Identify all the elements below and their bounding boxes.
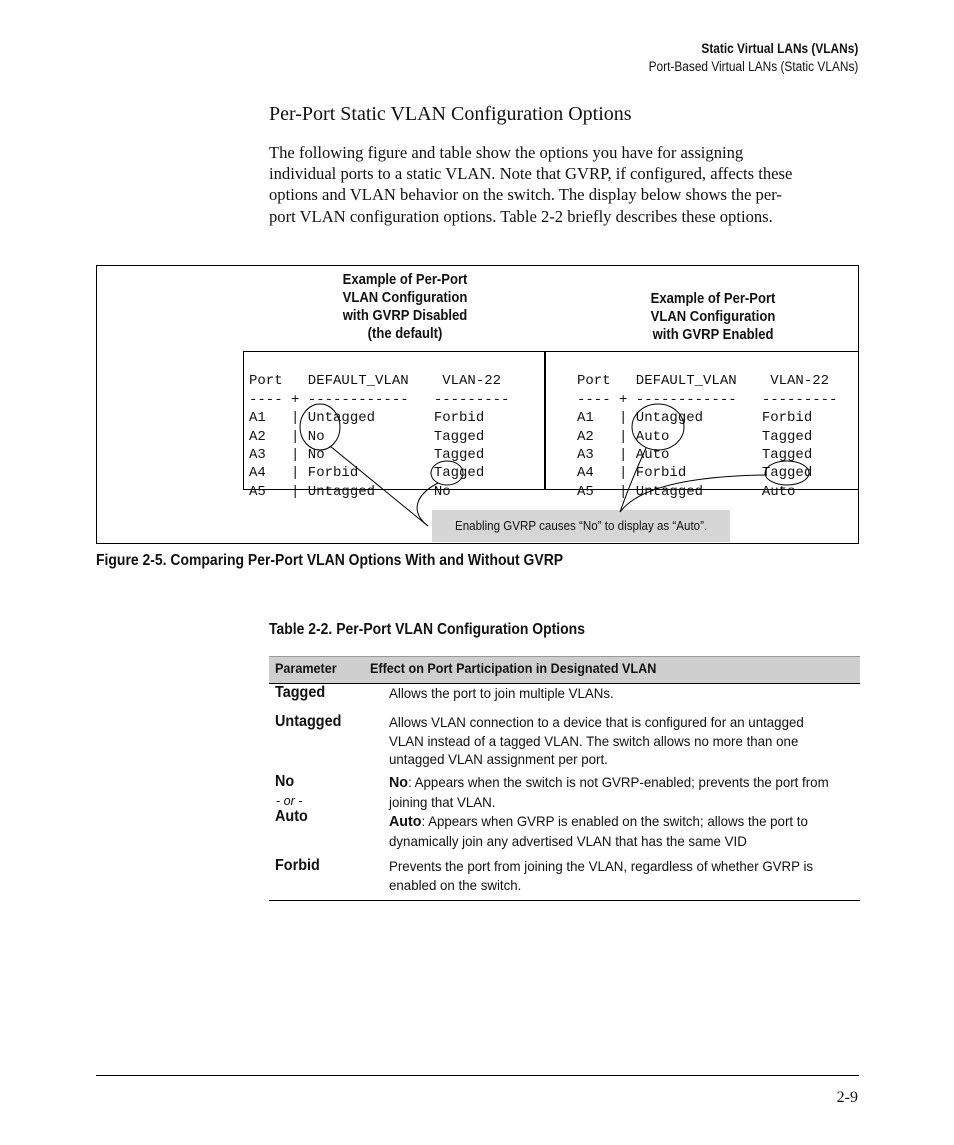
table-title: Table 2-2. Per-Port VLAN Configuration Options <box>269 621 585 638</box>
desc-term-auto: Auto <box>389 813 422 830</box>
param-or: - or - <box>276 794 303 808</box>
caption-line: Example of Per-Port <box>650 291 776 307</box>
desc-text: : Appears when the switch is not GVRP-enabled; prevents the port from <box>408 774 829 790</box>
terminal-line: A4 | Forbid Tagged <box>577 465 813 482</box>
intro-line: port VLAN configuration options. Table 2-2 briefly describes these options. <box>269 206 773 226</box>
desc-line: VLAN instead of a tagged VLAN. The switch allows no more than one <box>389 732 799 749</box>
terminal-text <box>249 354 509 501</box>
figure-left-caption <box>324 271 486 343</box>
param-tagged: Tagged <box>275 684 326 701</box>
desc-line: Allows the port to join multiple VLANs. <box>389 685 614 701</box>
running-header-chapter: Static Virtual LANs (VLANs) <box>701 41 858 56</box>
param-forbid: Forbid <box>275 857 320 874</box>
intro-line: individual ports to a static VLAN. Note that GVRP, if configured, affects these <box>269 164 793 184</box>
running-header-section: Port-Based Virtual LANs (Static VLANs) <box>648 59 858 74</box>
desc-line: dynamically join any advertised VLAN that has the same VID <box>389 832 747 849</box>
terminal-line: Port DEFAULT_VLAN VLAN-22 <box>577 373 830 390</box>
caption-line: Example of Per-Port <box>342 272 468 288</box>
caption-line: (the default) <box>367 326 443 342</box>
section-title: Per-Port Static VLAN Configuration Options <box>269 103 632 125</box>
param-untagged: Untagged <box>275 713 342 730</box>
terminal-line: A2 | No Tagged <box>249 428 485 445</box>
column-header-effect: Effect on Port Participation in Designated VLAN <box>370 660 657 676</box>
table-bottom-rule <box>269 900 860 901</box>
terminal-line: A1 | Untagged Forbid <box>577 410 813 427</box>
desc-line: enabled on the switch. <box>389 876 522 893</box>
terminal-line: A5 | Untagged Auto <box>577 483 796 500</box>
caption-line: with GVRP Disabled <box>342 308 468 324</box>
callout-text: Enabling GVRP causes “No” to display as “Auto”. <box>454 519 708 533</box>
terminal-line: ---- + ------------ --------- <box>577 391 838 408</box>
terminal-line: ---- + ------------ --------- <box>249 391 510 408</box>
terminal-line: Port DEFAULT_VLAN VLAN-22 <box>249 373 502 390</box>
column-header-parameter: Parameter <box>275 660 337 676</box>
terminal-line: A3 | No Tagged <box>249 447 485 464</box>
param-no: No <box>275 773 295 790</box>
caption-line: VLAN Configuration <box>342 290 468 306</box>
terminal-line: A3 | Auto Tagged <box>577 447 813 464</box>
desc-text: : Appears when GVRP is enabled on the switch; allows the port to <box>421 813 808 829</box>
desc-line: joining that VLAN. <box>389 793 496 810</box>
desc-line: untagged VLAN assignment per port. <box>389 751 608 767</box>
gvrp-callout <box>432 510 730 542</box>
terminal-text <box>577 354 837 501</box>
desc-line: Prevents the port from joining the VLAN, regardless of whether GVRP is <box>389 858 814 874</box>
intro-line: options and VLAN behavior on the switch. The display below shows the per- <box>269 185 782 205</box>
terminal-line: A2 | Auto Tagged <box>577 428 813 445</box>
terminal-line: A1 | Untagged Forbid <box>249 410 485 427</box>
intro-line: The following figure and table show the options you have for assigning <box>269 143 744 162</box>
terminal-line: A4 | Forbid Tagged <box>249 465 485 482</box>
intro-paragraph <box>269 142 861 227</box>
desc-line <box>389 812 836 832</box>
terminal-line: A5 | Untagged No <box>249 483 451 500</box>
desc-tagged <box>389 684 859 703</box>
param-auto: Auto <box>275 808 308 825</box>
desc-untagged <box>389 713 859 769</box>
footer-rule <box>96 1075 859 1076</box>
desc-line <box>389 773 836 793</box>
desc-auto <box>389 812 859 850</box>
table-header <box>269 656 860 684</box>
gvrp-disabled-display <box>243 351 545 500</box>
figure-right-caption <box>632 290 794 344</box>
desc-line: Allows VLAN connection to a device that is configured for an untagged <box>389 714 804 730</box>
page-number: 2-9 <box>836 1089 858 1106</box>
desc-term-no: No <box>389 774 408 791</box>
desc-no <box>389 773 859 811</box>
figure-caption: Figure 2-5. Comparing Per-Port VLAN Options With and Without GVRP <box>96 552 564 569</box>
caption-line: VLAN Configuration <box>650 309 776 325</box>
gvrp-enabled-display <box>545 351 859 500</box>
caption-line: with GVRP Enabled <box>652 327 774 343</box>
desc-forbid <box>389 857 859 894</box>
